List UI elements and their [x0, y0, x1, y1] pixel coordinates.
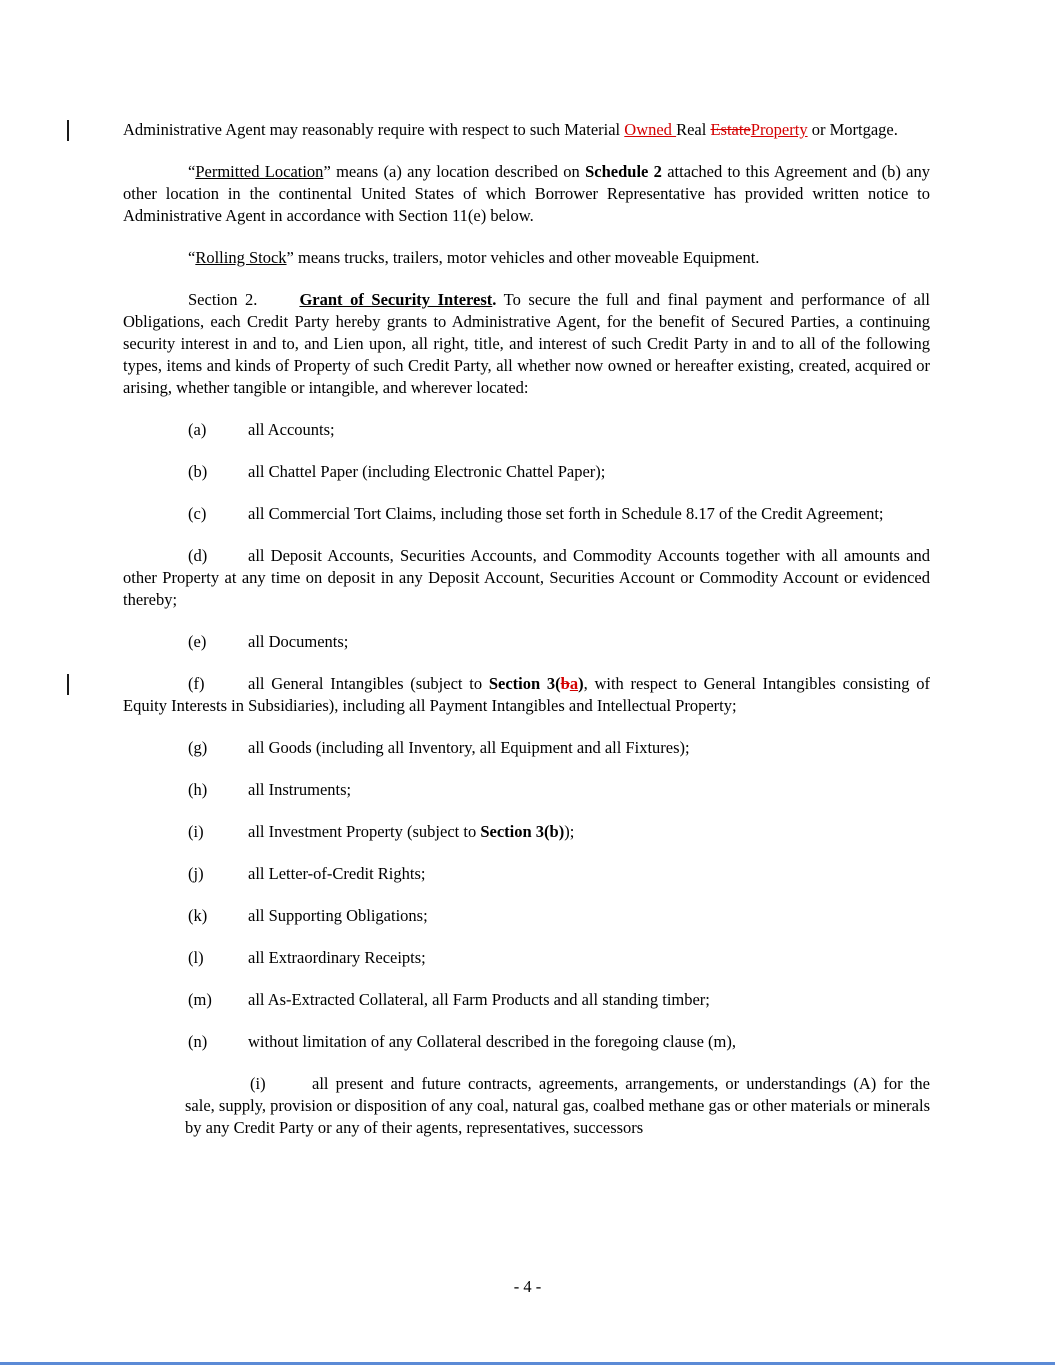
- text-run: all Investment Property (subject to: [248, 822, 481, 841]
- list-item-label: (m): [188, 990, 212, 1009]
- redline-insertion: Owned: [624, 120, 677, 139]
- list-item-label: (d): [188, 546, 208, 565]
- redline-insertion: a: [569, 674, 579, 693]
- text-run: Rolling Stock: [195, 248, 287, 267]
- item-e: [123, 631, 930, 653]
- item-m: [123, 989, 930, 1011]
- list-item-label: (e): [188, 632, 207, 651]
- text-run: );: [564, 822, 575, 841]
- text-run: “: [188, 248, 196, 267]
- item-c: [123, 503, 930, 525]
- list-item-label: (g): [188, 738, 208, 757]
- list-item-label: (b): [188, 462, 208, 481]
- text-run: all Letter-of-Credit Rights;: [248, 864, 426, 883]
- text-run: all Extraordinary Receipts;: [248, 948, 426, 967]
- text-run: or Mortgage.: [807, 120, 898, 139]
- list-item-label: (i): [250, 1074, 266, 1093]
- list-item-label: (h): [188, 780, 208, 799]
- list-item-label: (i): [188, 822, 204, 841]
- text-run: all Goods (including all Inventory, all Equipment and all Fixtures);: [248, 738, 690, 757]
- item-h: [123, 779, 930, 801]
- item-l: [123, 947, 930, 969]
- page-number: - 4 -: [513, 1277, 542, 1296]
- redline-insertion: Property: [750, 120, 808, 139]
- item-a: [123, 419, 930, 441]
- text-run: Administrative Agent may reasonably require with respect to such Material: [123, 120, 625, 139]
- list-item-label: (k): [188, 906, 208, 925]
- text-run: all Chattel Paper (including Electronic Chattel Paper);: [248, 462, 606, 481]
- text-run: ” means trucks, trailers, motor vehicles and other moveable Equipment.: [286, 248, 760, 267]
- text-run: without limitation of any Collateral described in the foregoing clause (m),: [248, 1032, 736, 1051]
- text-run: , with respect to General Intangibles consisting of Equity Interests in Subsidiaries), including all Payment Intangibles and Intellectual Property;: [123, 674, 930, 715]
- list-item-label: (c): [188, 504, 207, 523]
- para-mortgage-continuation: [123, 119, 930, 141]
- page-footer: [0, 1276, 1055, 1298]
- item-g: [123, 737, 930, 759]
- text-run: all Supporting Obligations;: [248, 906, 428, 925]
- list-item-label: (l): [188, 948, 204, 967]
- change-bar: [67, 120, 69, 141]
- text-run: Section 2.: [188, 290, 258, 309]
- text-run: ): [578, 674, 584, 693]
- item-d: [123, 545, 930, 611]
- text-run: Grant of Security Interest: [299, 290, 493, 309]
- redline-deletion: Estate: [710, 120, 751, 139]
- text-run: all Accounts;: [248, 420, 335, 439]
- text-run: Section 3(b): [480, 822, 565, 841]
- list-item-label: (n): [188, 1032, 208, 1051]
- text-run: all Instruments;: [248, 780, 352, 799]
- text-run: Real: [676, 120, 711, 139]
- redline-deletion: b: [560, 674, 570, 693]
- text-run: To secure the full and final payment and performance of all Obligations, each Credit Party hereby grants to Administrative Agent, for the benefit of Secured Parties, a continuing security interest in and to, and Lien upon, all right, title, and interest of such Credit Party in and to all of the following types, items and kinds of Property of such Credit Party, all whether now owned or hereafter existing, created, acquired or arising, whether tangible or intangible, and wherever located:: [123, 290, 931, 397]
- para-def-permitted-location: [123, 161, 930, 227]
- item-n: [123, 1031, 930, 1053]
- text-run: Section 3(: [488, 674, 561, 693]
- item-j: [123, 863, 930, 885]
- text-run: “: [188, 162, 196, 181]
- item-f: [123, 673, 930, 717]
- text-run: ” means (a) any location described on: [323, 162, 586, 181]
- text-run: all As-Extracted Collateral, all Farm Products and all standing timber;: [248, 990, 710, 1009]
- text-run: all present and future contracts, agreements, arrangements, or understandings (A) for the sale, supply, provision or disposition of any coal, natural gas, coalbed methane gas or other materials or minerals by any Credit Party or any of their agents, representatives, successors: [185, 1074, 930, 1137]
- list-item-label: (a): [188, 420, 207, 439]
- text-run: attached to this Agreement and (b) any other location in the continental United States of which Borrower Representative has provided written notice to Administrative Agent in accordance with Section 11(e) below.: [123, 162, 930, 225]
- text-run: Permitted Location: [195, 162, 324, 181]
- para-section-2-grant-of-security-interest: [123, 289, 930, 399]
- para-def-rolling-stock: [123, 247, 930, 269]
- item-i: [123, 821, 930, 843]
- change-bar: [67, 674, 69, 695]
- text-run: all Commercial Tort Claims, including those set forth in Schedule 8.17 of the Credit Agreement;: [248, 504, 884, 523]
- text-run: .: [492, 290, 497, 309]
- text-run: all General Intangibles (subject to: [248, 674, 489, 693]
- document-content: [123, 119, 930, 1159]
- text-run: all Deposit Accounts, Securities Accounts, and Commodity Accounts together with all amounts and other Property at any time on deposit in any Deposit Account, Securities Account or Commodity Account or evidenced thereby;: [123, 546, 930, 609]
- item-b: [123, 461, 930, 483]
- item-k: [123, 905, 930, 927]
- list-item-label: (f): [188, 674, 205, 693]
- text-run: Schedule 2: [585, 162, 662, 181]
- list-item-label: (j): [188, 864, 204, 883]
- subitem-n-i: [123, 1073, 930, 1139]
- text-run: all Documents;: [248, 632, 349, 651]
